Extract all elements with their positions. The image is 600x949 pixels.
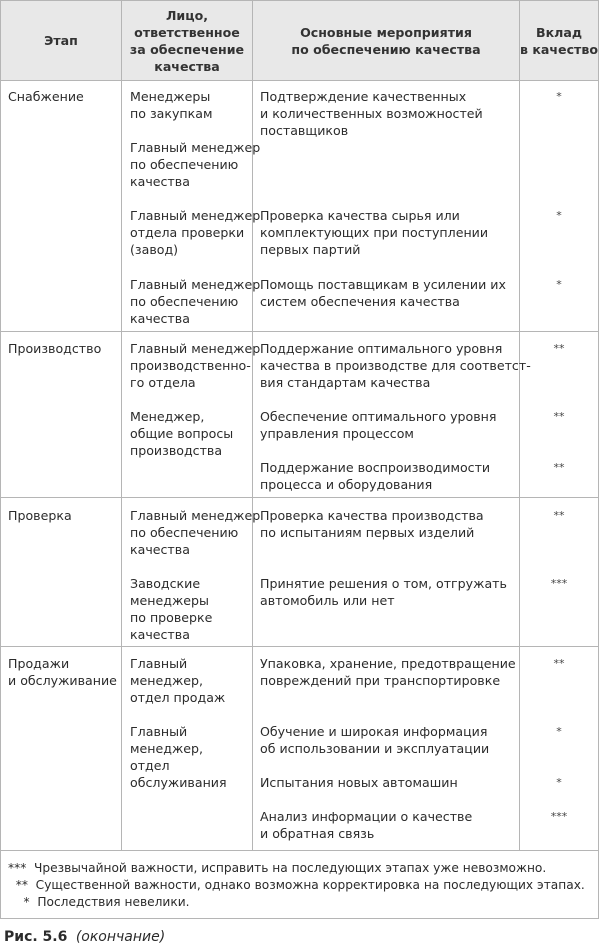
legend-divider [0, 850, 599, 851]
figure-subtitle: (окончание) [75, 929, 166, 945]
contribution-mark: ** [553, 657, 565, 670]
activity-cell: Поддержание оптимального уровня качества в производстве для соответст- вия стандартам качества [260, 341, 531, 390]
header-activities: Основные мероприятия по обеспечению качества [253, 1, 519, 80]
contribution-mark: ** [553, 410, 565, 423]
header-stage: Этап [1, 1, 121, 80]
legend-line-critical: *** Чрезвычайной важности, исправить на последующих этапах уже невозможно. [8, 861, 547, 875]
activity-cell: Анализ информации о качестве и обратная связь [260, 809, 473, 841]
responsible-cell: Главный менеджер отдела проверки (завод) [130, 208, 261, 257]
activity-cell: Упаковка, хранение, предотвращение повреждений при транспортировке [260, 656, 516, 688]
stage-label: Проверка [8, 508, 72, 523]
responsible-cell: Менеджеры по закупкам [130, 89, 213, 121]
responsible-cell: Главный менеджер производственно- го отдела [130, 341, 261, 390]
contribution-mark: *** [550, 577, 568, 590]
contribution-mark: * [556, 725, 562, 738]
contribution-mark: * [556, 776, 562, 789]
responsible-cell: Главный менеджер по обеспечению качества [130, 508, 261, 557]
stage-label: Продажи и обслуживание [8, 656, 117, 688]
contribution-mark: ** [553, 342, 565, 355]
column-divider [121, 0, 122, 850]
activity-cell: Помощь поставщикам в усилении их систем обеспечения качества [260, 277, 506, 309]
responsible-cell: Главный менеджер по обеспечению качества [130, 140, 261, 189]
figure-caption [4, 929, 165, 946]
activity-cell: Подтверждение качественных и количественных возможностей поставщиков [260, 89, 483, 138]
contribution-mark: ** [553, 461, 565, 474]
responsible-cell: Главный менеджер, отдел обслуживания [130, 724, 227, 790]
responsible-cell: Главный менеджер, отдел продаж [130, 656, 226, 705]
section-divider [0, 646, 599, 647]
legend-line-minor: * Последствия невелики. [8, 895, 190, 909]
stage-label: Снабжение [8, 89, 84, 104]
responsible-cell: Заводские менеджеры по проверке качества [130, 576, 213, 642]
section-divider [0, 497, 599, 498]
stage-label: Производство [8, 341, 102, 356]
activity-cell: Проверка качества производства по испытаниям первых изделий [260, 508, 484, 540]
section-divider [0, 331, 599, 332]
header-divider [0, 80, 599, 81]
responsible-cell: Главный менеджер по обеспечению качества [130, 277, 261, 326]
contribution-mark: * [556, 90, 562, 103]
activity-cell: Принятие решения о том, отгружать автомобиль или нет [260, 576, 507, 608]
activity-cell: Проверка качества сырья или комплектующих при поступлении первых партий [260, 208, 489, 257]
activity-cell: Обучение и широкая информация об использовании и эксплуатации [260, 724, 490, 756]
activity-cell: Поддержание воспроизводимости процесса и оборудования [260, 460, 491, 492]
header-contribution: Вклад в качество [520, 1, 598, 80]
legend-line-significant: ** Существенной важности, однако возможна корректировка на последующих этапах. [8, 878, 585, 892]
responsible-cell: Менеджер, общие вопросы производства [130, 409, 234, 458]
figure-number: Рис. 5.6 [4, 929, 68, 945]
activity-cell: Обеспечение оптимального уровня управления процессом [260, 409, 497, 441]
contribution-mark: *** [550, 810, 568, 823]
contribution-mark: ** [553, 509, 565, 522]
contribution-mark: * [556, 209, 562, 222]
column-divider [252, 0, 253, 850]
header-responsible: Лицо, ответственное за обеспечение качества [122, 1, 252, 80]
contribution-mark: * [556, 278, 562, 291]
activity-cell: Испытания новых автомашин [260, 775, 458, 790]
